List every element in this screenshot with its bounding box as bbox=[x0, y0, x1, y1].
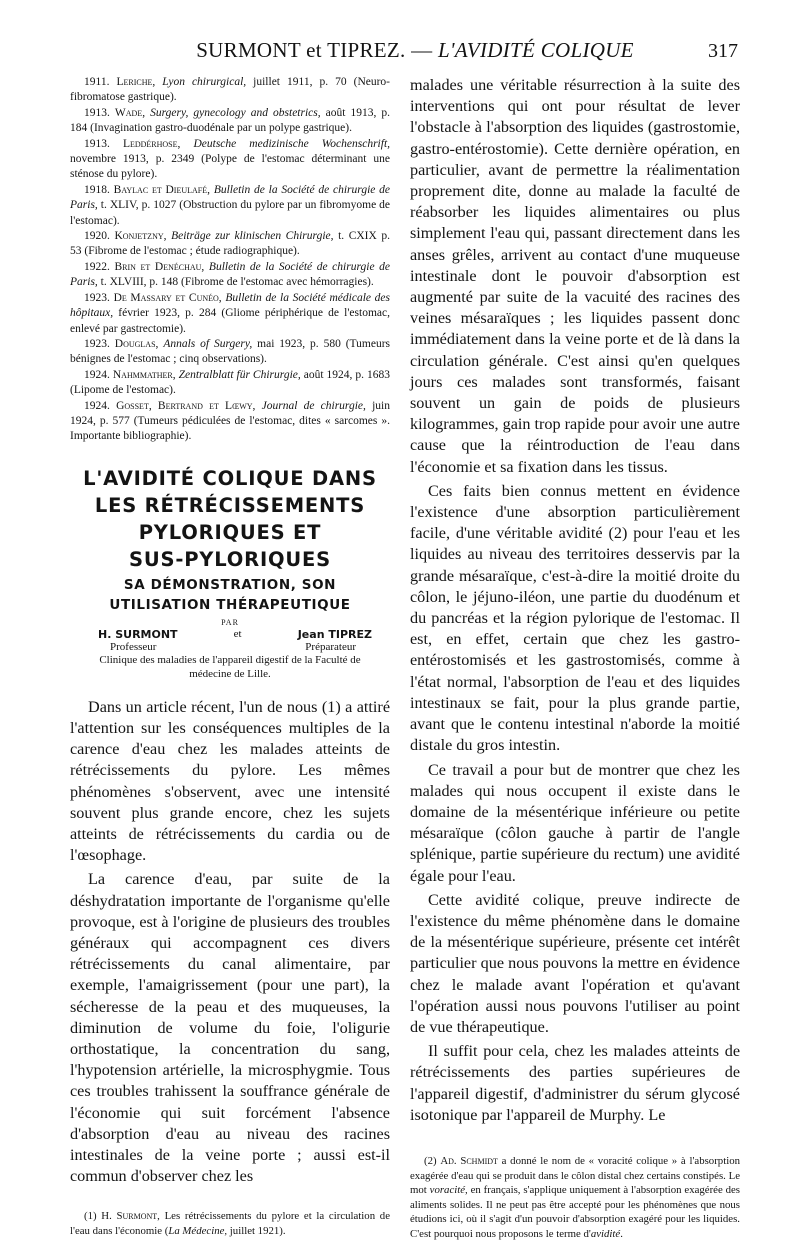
ref-journal: Lyon chirurgical, bbox=[162, 76, 247, 88]
running-title-authors: SURMONT et TIPREZ. — bbox=[196, 38, 433, 62]
reference-entry bbox=[70, 183, 390, 229]
ref-text: t. XLVIII, p. 148 (Fibrome de l'estomac avec hémorragies). bbox=[100, 276, 374, 289]
ref-journal: Annals of Surgery, bbox=[163, 337, 253, 350]
ref-journal: Bulletin de la Société de chirurgie de Paris, bbox=[70, 183, 391, 212]
running-title bbox=[180, 38, 650, 63]
body-paragraph: Cette avidité colique, preuve indirecte de l'existence du même phénomène dans le domaine de la mésentérique supérieure, présente cet intérêt particulier que nous pouvons la mettre en évidence chez le malade avant l'opération et qu'avant l'opération aussi nous pouvons l'utiliser au point de vue thérapeutique. bbox=[410, 890, 740, 1036]
reference-entry bbox=[70, 368, 390, 399]
footnote-term: avidité bbox=[590, 1227, 621, 1240]
ref-journal: Beiträge zur klinischen Chirurgie, bbox=[171, 230, 334, 243]
ref-year: 1923. bbox=[84, 337, 110, 350]
footnote-text: . bbox=[620, 1227, 623, 1240]
roles-row bbox=[70, 641, 390, 653]
ref-year: 1923. bbox=[84, 291, 110, 304]
footnote-text: juillet 1921). bbox=[227, 1225, 286, 1238]
footnote-journal: La Médecine, bbox=[168, 1225, 228, 1238]
ref-author: Wade, bbox=[114, 106, 146, 119]
footnote-1 bbox=[70, 1209, 390, 1238]
body-left bbox=[70, 697, 390, 1188]
body-paragraph: Il suffit pour cela, chez les malades atteints de rétrécissements des parties supérieures de l'appareil digestif, d'administrer du sérum glycosé isotonique par l'appareil de Murphy. Le bbox=[410, 1042, 740, 1124]
reference-entry bbox=[70, 137, 390, 183]
ref-year: 1922. bbox=[84, 260, 110, 273]
ref-journal: Zentralblatt für Chirurgie, bbox=[178, 368, 301, 381]
reference-entry bbox=[70, 229, 390, 260]
reference-entry bbox=[70, 337, 390, 368]
author-2: Jean TIPREZ bbox=[297, 627, 372, 641]
ref-author: Leriche, bbox=[116, 76, 156, 88]
footnote-term: voracité, bbox=[429, 1184, 468, 1197]
body-right bbox=[410, 75, 740, 1126]
byline-par: PAR bbox=[221, 617, 239, 627]
ref-text: mai 1923, p. 580 (Tumeurs bénignes de l'estomac ; cinq observations). bbox=[70, 337, 391, 366]
footnote-text: a donné le nom de « voracité colique » à l'absorption exagérée d'eau qui se produit dans le côlon distal chez certains constipés. Le mot bbox=[410, 1154, 740, 1197]
ref-year: 1913. bbox=[84, 137, 110, 150]
ref-author: Brin et Denéchau, bbox=[114, 260, 205, 273]
ref-text: février 1923, p. 284 (Gliome périphérique de l'estomac, enlevé par gastrectomie). bbox=[70, 307, 390, 335]
ref-author: Nahmmather, bbox=[112, 368, 176, 381]
page-header bbox=[0, 38, 800, 68]
reference-entry bbox=[70, 75, 390, 106]
article-subtitle-line: SA DÉMONSTRATION, SON bbox=[123, 576, 337, 593]
ref-text: t. XLIV, p. 1027 (Obstruction du pylore par un fibromyome de l'estomac). bbox=[70, 199, 391, 227]
reference-entry bbox=[70, 399, 390, 445]
article-subtitle-line: UTILISATION THÉRAPEUTIQUE bbox=[109, 596, 351, 613]
ref-year: 1913. bbox=[84, 106, 110, 119]
footnote-text: en français, s'applique uniquement à l'absorption exagérée des aliments solides. Il ne peut pas être accepté pour les phénomènes que nous étudions ici, où il s'agit d'un pouvoir d'absorption exagéré pour les liquides. C'est pourquoi nous proposons le terme d' bbox=[410, 1184, 740, 1240]
ref-journal: Bulletin de la Société de chirurgie de Paris, bbox=[70, 260, 391, 289]
ref-author: Leddérhose, bbox=[122, 137, 181, 150]
running-title-topic: L'AVIDITÉ COLIQUE bbox=[438, 38, 634, 62]
ref-journal: Bulletin de la Société médicale des hôpitaux, bbox=[70, 291, 391, 320]
ref-text: juillet 1911, p. 70 (Neuro-fibromatose gastrique). bbox=[70, 76, 391, 104]
body-paragraph: Dans un article récent, l'un de nous (1) a attiré l'attention sur les conséquences multiples de la carence d'eau chez les malades atteints de rétrécissements du pylore. Les mêmes phénomènes s'observent, avec une intensité souvent plus grande encore, chez les sujets atteints de rétrécissements du cardia ou de l'œsophage. bbox=[70, 697, 390, 865]
article-title-line: PYLORIQUES ET bbox=[138, 520, 322, 544]
ref-journal: Journal de chirurgie, bbox=[261, 399, 366, 412]
footnote-2 bbox=[410, 1154, 740, 1242]
article-title-line: L'AVIDITÉ COLIQUE DANS bbox=[83, 466, 377, 490]
ref-author: Gosset, Bertrand et Lœwy, bbox=[116, 399, 256, 412]
left-column bbox=[70, 75, 390, 1239]
body-paragraph: malades une véritable résurrection à la suite des interventions qui ont pour résultat de lever l'obstacle à l'absorption des liquides (gastrostomie, gastro-entérostomie). Cette dernière opération, en particulier, avant de permettre la réalimentation proprement dite, donne au malade la faculté de réabsorber les liquides alimentaires ou plus simplement l'eau qui, passant directement dans les anses grêles, arrivent au contact d'une muqueuse intestinale dont le pouvoir d'absorption est augmenté par suite de la vacuité des racines des veines mésaraïques ; les liquides passent donc immédiatement dans la veine porte et de là dans la circulation générale. C'est ainsi qu'en quelques jours ces malades sont transformés, faisant souvent un gain de poids de plusieurs kilogrammes, gain trop rapide pour avoir une autre cause que la réintroduction de l'eau dans l'économie et sa fixation dans les tissus. bbox=[410, 76, 740, 476]
body-paragraph: Ces faits bien connus mettent en évidence l'existence d'une absorption particulièrement facile, d'une véritable avidité (2) pour l'eau et les liquides au niveau des territoires desservis par la grande mésaraïque, c'est-à-dire la moitié droite du côlon, le jéjuno-iléon, une partie du duodénum et du pancréas et la région pylorique de l'estomac. Il est, en effet, certain que chez les gastro-entérostomisés et les gastrostomisés, comme à l'état normal, l'absorption de l'eau et des liquides intestinaux se fait, pour la plus grande partie, avant que le contenu intestinal n'aborde la moitié distale du gros intestin. bbox=[410, 481, 740, 755]
reference-list bbox=[70, 75, 390, 445]
body-paragraph: La carence d'eau, par suite de la déshydratation importante de l'organisme qu'elle provoque, est à l'origine de plusieurs des troubles généraux qui accompagnent ces divers rétrécissements du canal alimentaire, par exemple, l'amaigrissement (pour une part), la sécheresse de la peau et des muqueuses, la diminution de volume du foie, l'oligurie orthostatique, la concentration du sang, l'hypotension artérielle, la microsphygmie. Tous ces troubles trahissent la souffrance générale de l'économie qui suit forcément l'absence d'absorption d'eau au niveau des racines intestinales de la veine porte ; aussi est-il commun d'observer chez les bbox=[70, 870, 390, 1186]
ref-text: novembre 1913, p. 2349 (Polype de l'estomac déterminant une sténose du pylore). bbox=[70, 153, 390, 181]
article-subtitle bbox=[70, 575, 390, 615]
ref-text: août 1924, p. 1683 (Lipome de l'estomac). bbox=[70, 368, 390, 397]
reference-entry bbox=[70, 291, 390, 337]
page-number: 317 bbox=[708, 40, 738, 62]
author-and: et bbox=[233, 627, 242, 640]
body-paragraph: Ce travail a pour but de montrer que chez les malades qui nous occupent il existe dans le domaine de la mésentérique inférieure ou petite mésaraïque (côlon gauche à partir de l'angle splénique, partie supérieure du rectum) une avidité égale pour l'eau. bbox=[410, 760, 740, 885]
ref-year: 1924. bbox=[84, 399, 110, 412]
author-1: H. SURMONT bbox=[98, 627, 178, 641]
right-column bbox=[410, 75, 740, 1242]
article-title-line: SUS-PYLORIQUES bbox=[129, 547, 331, 571]
role-2: Préparateur bbox=[305, 640, 356, 653]
article-title bbox=[70, 465, 390, 573]
article-title-line: LES RÉTRÉCISSEMENTS bbox=[94, 493, 366, 517]
ref-text: juin 1924, p. 577 (Tumeurs pédiculées de l'estomac, dites « sarcomes ». Importante bibliographie). bbox=[70, 399, 390, 443]
ref-text: août 1913, p. 184 (Invagination gastro-duodénale par un polype gastrique). bbox=[70, 106, 391, 135]
footnote-author: Surmont, bbox=[116, 1210, 160, 1223]
affiliation: Clinique des maladies de l'appareil digestif de la Faculté de médecine de Lille. bbox=[99, 653, 361, 680]
role-1: Professeur bbox=[110, 640, 157, 653]
ref-journal: Deutsche medizinische Wochenschrift, bbox=[193, 137, 391, 150]
ref-year: 1918. bbox=[84, 183, 110, 196]
footnote-text: (1) H. bbox=[84, 1210, 117, 1223]
footnote-text: (2) bbox=[424, 1154, 441, 1167]
footnote-author: Ad. Schmidt bbox=[440, 1154, 498, 1167]
reference-entry bbox=[70, 106, 390, 137]
ref-text: t. CXIX p. 53 (Fibrome de l'estomac ; étude radiographique). bbox=[70, 230, 390, 258]
ref-year: 1924. bbox=[84, 368, 110, 381]
footnote-text: Les rétrécissements du pylore et la circulation de l'eau dans l'économie ( bbox=[70, 1210, 390, 1238]
ref-author: Baylac et Dieulafé, bbox=[113, 183, 211, 196]
ref-journal: Surgery, gynecology and obstetrics, bbox=[150, 106, 321, 119]
ref-author: Konjetzny, bbox=[114, 230, 167, 243]
ref-author: Douglas, bbox=[114, 337, 159, 350]
ref-author: De Massary et Cunéo, bbox=[113, 291, 222, 304]
ref-year: 1920. bbox=[84, 230, 110, 243]
authors-row bbox=[70, 628, 390, 641]
reference-entry bbox=[70, 260, 390, 291]
ref-year: 1911. bbox=[84, 76, 110, 88]
